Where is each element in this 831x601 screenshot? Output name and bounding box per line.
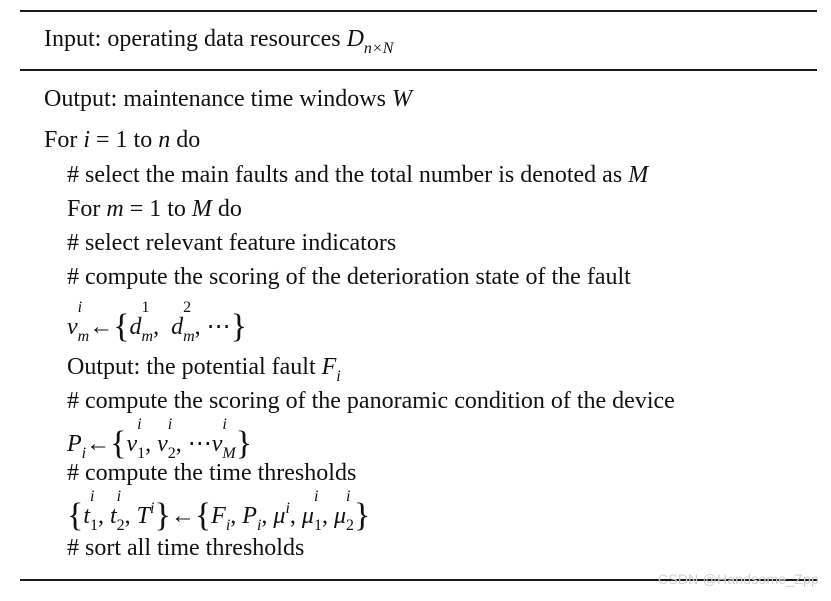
eq1-d1-scripts bbox=[141, 299, 154, 345]
output-potential-sub: i bbox=[336, 368, 341, 385]
eq1-d1-sub: m bbox=[141, 328, 154, 345]
eq1-d1-sup: 1 bbox=[141, 299, 150, 316]
eq3-T-sup: i bbox=[150, 500, 155, 517]
header-rule bbox=[20, 69, 817, 71]
eq3-mu2: μ bbox=[333, 503, 346, 529]
eq2-arrow: ← bbox=[86, 431, 111, 457]
for-i-do: do bbox=[170, 127, 201, 153]
for-m-do: do bbox=[211, 196, 242, 222]
comment-select-faults-var: M bbox=[628, 162, 649, 188]
input-label: Input: operating data resources bbox=[44, 26, 347, 52]
equation-v-assignment bbox=[67, 299, 247, 345]
eq2-comma-1: , bbox=[145, 431, 152, 457]
eq1-d2-sub: m bbox=[183, 328, 195, 345]
eq3-brace-close-1: } bbox=[154, 497, 171, 534]
eq3-mu1: μ bbox=[301, 503, 314, 529]
eq3-t1-sup: i bbox=[90, 488, 95, 505]
eq1-comma-1: , bbox=[153, 314, 160, 340]
for-i-range: = 1 to bbox=[90, 127, 159, 153]
eq3-comma-5: , bbox=[289, 503, 296, 529]
output-potential-text: Output: the potential fault bbox=[67, 354, 322, 380]
output-line bbox=[44, 84, 412, 114]
comment-scoring-fault-text: # compute the scoring of the deterioration state of the fault bbox=[67, 264, 631, 290]
eq3-mu2-scripts bbox=[345, 488, 354, 534]
eq3-comma-1: , bbox=[98, 503, 104, 529]
output-label: Output: maintenance time windows bbox=[44, 86, 392, 112]
eq3-F-sub: i bbox=[225, 517, 231, 534]
eq2-lhs-var: P bbox=[67, 431, 82, 457]
eq2-lhs-sub: i bbox=[81, 445, 87, 462]
eq1-d2-sup: 2 bbox=[183, 299, 192, 316]
for-i-line bbox=[44, 125, 200, 155]
eq3-comma-6: , bbox=[321, 503, 328, 529]
eq1-comma-2: , bbox=[194, 314, 201, 340]
comment-sort-text: # sort all time thresholds bbox=[67, 535, 305, 561]
eq3-brace-close-2: } bbox=[353, 497, 371, 534]
eq2-vM-sub: M bbox=[222, 445, 236, 462]
eq1-d2-scripts bbox=[183, 299, 195, 345]
for-m-var: m bbox=[106, 196, 124, 222]
eq2-v1-sup: i bbox=[137, 416, 142, 433]
input-subscript: n×N bbox=[363, 40, 394, 57]
eq3-mu-sup: i bbox=[285, 500, 290, 517]
eq2-v2-sub: 2 bbox=[167, 445, 176, 462]
eq3-t1-sub: 1 bbox=[90, 517, 98, 534]
output-potential-fault bbox=[67, 352, 341, 385]
eq3-F: F bbox=[211, 503, 226, 529]
eq2-vM: v bbox=[211, 431, 223, 457]
equation-thresholds-assignment bbox=[67, 488, 371, 534]
eq3-mu1-sub: 1 bbox=[313, 517, 322, 534]
eq3-arrow: ← bbox=[170, 503, 195, 529]
comment-scoring-fault bbox=[67, 262, 631, 292]
eq3-P: P bbox=[242, 503, 257, 529]
equation-p-assignment bbox=[67, 416, 253, 462]
watermark: CSDN @Handsome_Zpp bbox=[658, 571, 819, 587]
eq1-lhs-sup: i bbox=[77, 299, 83, 316]
eq3-comma-4: , bbox=[261, 503, 268, 529]
eq2-v1-sub: 1 bbox=[137, 445, 146, 462]
for-m-keyword: For bbox=[67, 196, 107, 222]
eq1-dots: ⋯ bbox=[206, 314, 231, 340]
eq3-t1-scripts bbox=[90, 488, 98, 534]
eq3-mu1-sup: i bbox=[313, 488, 319, 505]
eq3-T: T bbox=[136, 503, 151, 529]
eq3-mu2-sub: 2 bbox=[345, 517, 354, 534]
comment-indicators-text: # select relevant feature indicators bbox=[67, 230, 397, 256]
comment-panoramic-text: # compute the scoring of the panoramic condition of the device bbox=[67, 388, 675, 414]
eq3-t2: t bbox=[110, 503, 117, 529]
eq3-brace-open-1: { bbox=[67, 497, 84, 534]
comment-select-faults-text: # select the main faults and the total number is denoted as bbox=[67, 162, 629, 188]
eq3-brace-open-2: { bbox=[194, 497, 212, 534]
eq3-mu: μ bbox=[273, 503, 286, 529]
input-line bbox=[44, 24, 394, 57]
eq3-comma-2: , bbox=[124, 503, 131, 529]
eq3-P-sub: i bbox=[256, 517, 262, 534]
eq2-v2-scripts bbox=[167, 416, 176, 462]
for-m-range: = 1 to bbox=[123, 196, 192, 222]
output-symbol: W bbox=[391, 86, 412, 112]
for-i-keyword: For bbox=[44, 127, 84, 153]
eq2-brace-open: { bbox=[110, 425, 127, 462]
output-potential-var: F bbox=[321, 354, 337, 380]
comment-time-thresholds bbox=[67, 458, 356, 488]
eq1-brace-close: } bbox=[230, 308, 247, 345]
eq1-d2: d bbox=[171, 314, 184, 340]
eq3-comma-3: , bbox=[230, 503, 237, 529]
comment-select-faults bbox=[67, 160, 648, 190]
eq3-t2-scripts bbox=[116, 488, 125, 534]
eq2-v2: v bbox=[157, 431, 168, 457]
eq1-lhs-var: v bbox=[67, 314, 78, 340]
for-i-n: n bbox=[158, 127, 171, 153]
eq1-brace-open: { bbox=[113, 308, 130, 345]
for-m-line bbox=[67, 194, 242, 224]
eq2-dots: ⋯ bbox=[187, 431, 212, 457]
eq1-d1: d bbox=[129, 314, 142, 340]
for-i-var: i bbox=[83, 127, 91, 153]
eq2-vM-scripts bbox=[222, 416, 236, 462]
eq3-mu2-sup: i bbox=[345, 488, 351, 505]
eq1-lhs-scripts bbox=[77, 299, 90, 345]
eq3-t2-sub: 2 bbox=[116, 517, 125, 534]
eq1-lhs-sub: m bbox=[77, 328, 90, 345]
eq3-t1: t bbox=[83, 503, 90, 529]
eq2-brace-close: } bbox=[235, 425, 253, 462]
eq2-comma-2: , bbox=[175, 431, 182, 457]
eq2-v2-sup: i bbox=[167, 416, 173, 433]
for-m-M: M bbox=[191, 196, 212, 222]
eq3-t2-sup: i bbox=[116, 488, 122, 505]
eq2-vM-sup: i bbox=[222, 416, 227, 433]
comment-time-thresholds-text: # compute the time thresholds bbox=[67, 460, 357, 486]
eq2-v1: v bbox=[126, 431, 138, 457]
eq2-v1-scripts bbox=[137, 416, 146, 462]
input-symbol: D bbox=[346, 26, 364, 52]
eq3-mu1-scripts bbox=[313, 488, 322, 534]
comment-panoramic bbox=[67, 386, 675, 416]
comment-sort bbox=[67, 533, 304, 563]
comment-indicators bbox=[67, 228, 396, 258]
eq1-arrow: ← bbox=[89, 314, 114, 340]
top-rule bbox=[20, 10, 817, 12]
